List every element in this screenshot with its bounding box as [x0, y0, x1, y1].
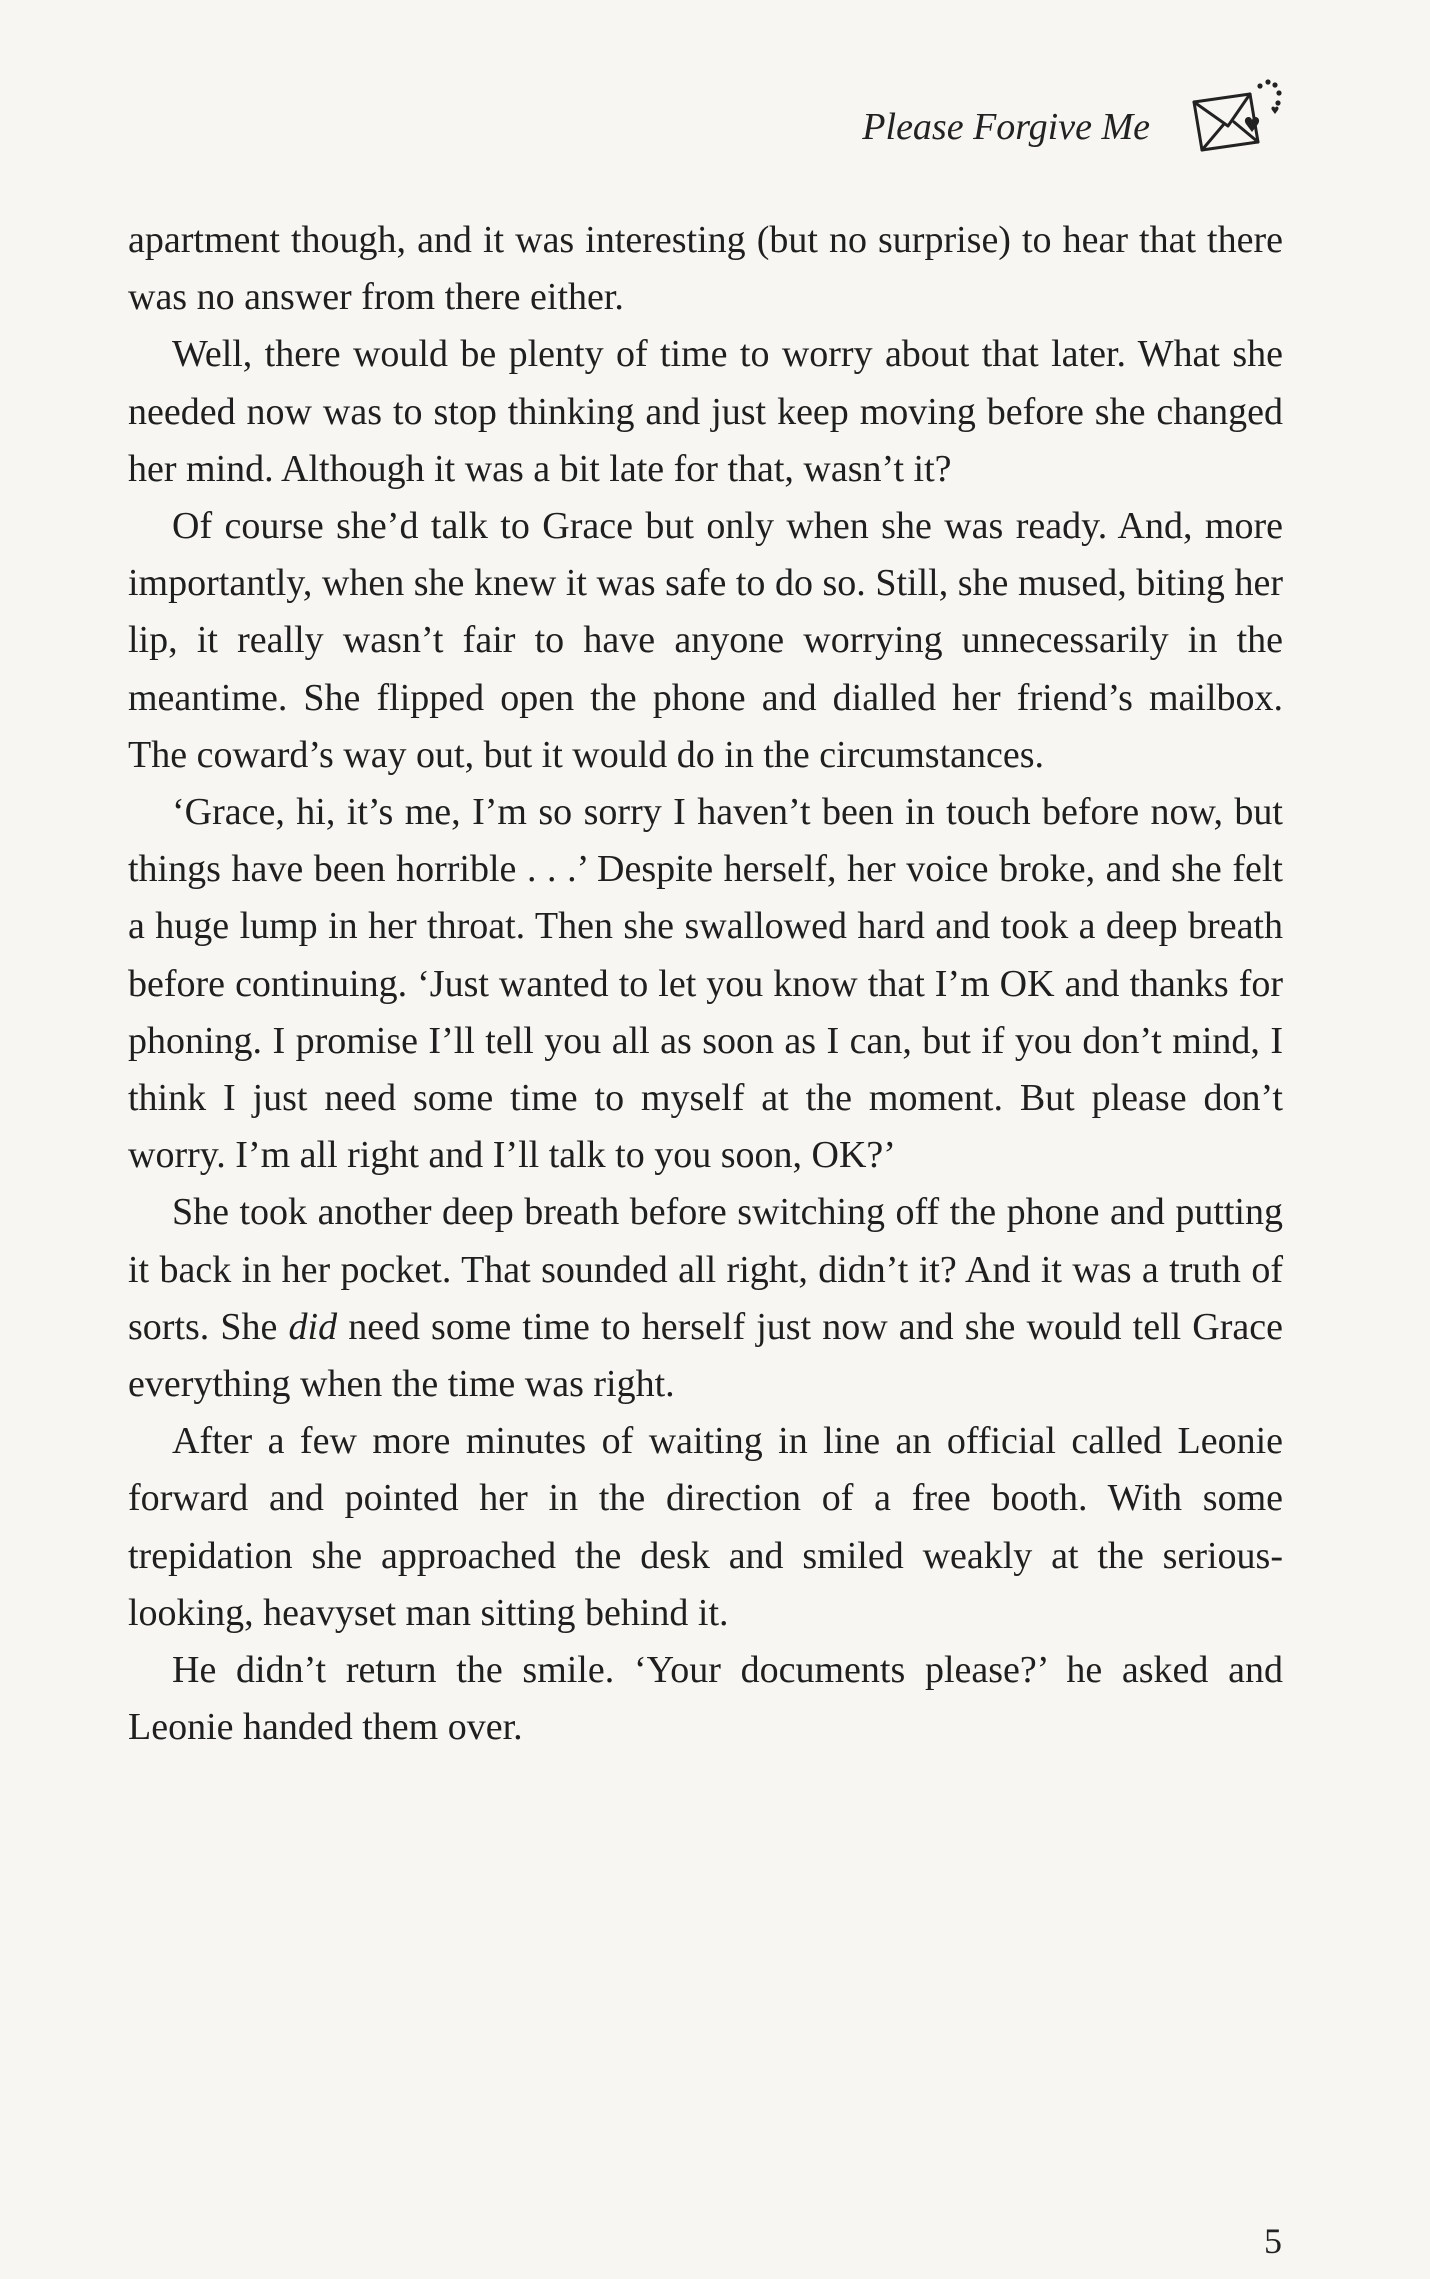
paragraph: After a few more minutes of waiting in line an official called Leonie forward and pointed her in the direction of a free booth. With some trepidation she approached the desk and smiled weakly at the serious-looking, heavyset man sitting behind it.	[128, 1420, 1283, 1634]
paragraph	[128, 1184, 1283, 1413]
paragraph-text-start: She took another deep breath before switching off the phone and putting it back in her pocket. That sounded all right, didn’t it? And it was a truth of sorts. She	[128, 1191, 1283, 1348]
paragraph: He didn’t return the smile. ‘Your documents please?’ he asked and Leonie handed them over.	[128, 1649, 1283, 1749]
running-head-title: Please Forgive Me	[862, 106, 1150, 148]
emphasized-word: did	[288, 1305, 338, 1348]
paragraph: Of course she’d talk to Grace but only when she was ready. And, more importantly, when she knew it was safe to do so. Still, she mused, biting her lip, it really wasn’t fair to have anyone worrying unnecessarily in the meantime. She flipped open the phone and dialled her friend’s mailbox. The coward’s way out, but it would do in the circumstances.	[128, 505, 1283, 776]
paragraph-text-end: need some time to herself just now and she would tell Grace everything when the time was right.	[128, 1305, 1284, 1406]
paragraph: apartment though, and it was interesting (but no surprise) to hear that there was no answer from there either.	[128, 219, 1283, 319]
paragraph: Well, there would be plenty of time to worry about that later. What she needed now was to stop thinking and just keep moving before she changed her mind. Although it was a bit late for that, wasn’t it?	[128, 333, 1283, 490]
paragraph: ‘Grace, hi, it’s me, I’m so sorry I haven’t been in touch before now, but things have been horrible . . .’ Despite herself, her voice broke, and she felt a huge lump in her throat. Then she swallowed hard and took a deep breath before continuing. ‘Just wanted to let you know that I’m OK and thanks for phoning. I promise I’ll tell you all as soon as I can, but if you don’t mind, I think I just need some time to myself at the moment. But please don’t worry. I’m all right and I’ll talk to you soon, OK?’	[128, 791, 1283, 1177]
page-number: 5	[1264, 2221, 1282, 2261]
envelope-heart-icon	[1180, 72, 1290, 162]
body-text	[128, 212, 1283, 1756]
